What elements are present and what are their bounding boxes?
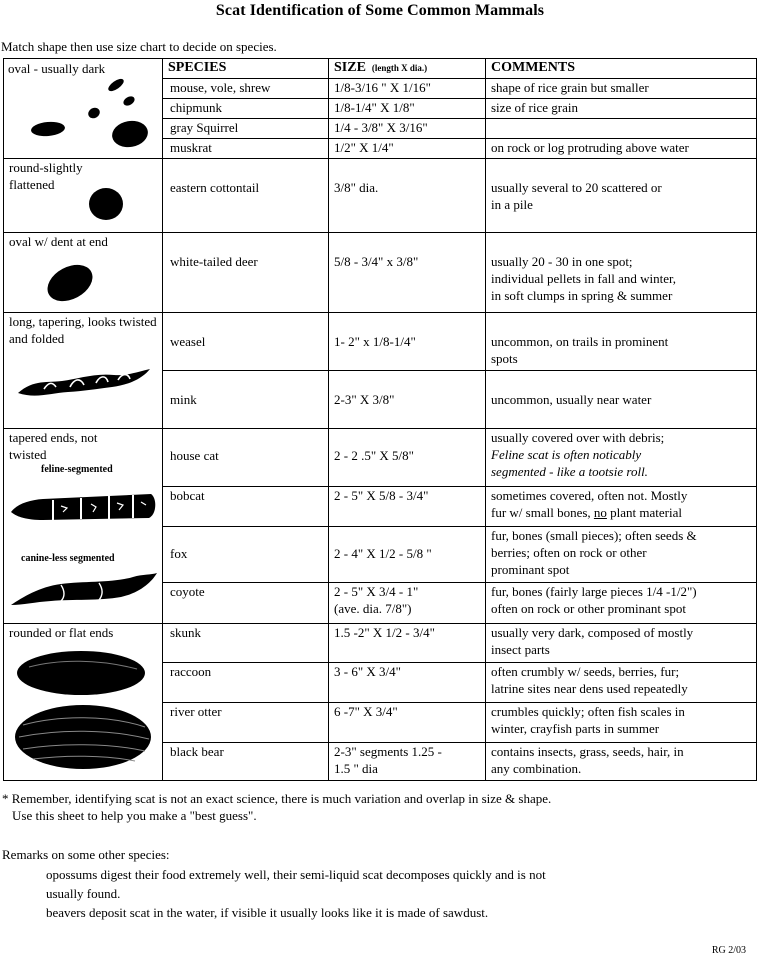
- twisted-scat-illustration: [4, 365, 154, 405]
- remark-opossum-cont: usually found.: [46, 886, 121, 901]
- feline-label: feline-segmented: [41, 464, 113, 475]
- instructions: Match shape then use size chart to decide on species.: [1, 39, 277, 54]
- oval-scat-illustration: [8, 77, 158, 152]
- page-code: RG 2/03: [711, 945, 746, 956]
- remark-opossum: opossums digest their food extremely well, their semi-liquid scat decomposes quickly and is not: [46, 867, 546, 882]
- shape-label: oval - usually dark: [8, 61, 106, 76]
- dented-oval-scat-illustration: [4, 253, 154, 311]
- table-row: chipmunk 1/8-1/4" X 1/8" size of rice grain: [4, 99, 757, 119]
- shape-cell-twisted: [4, 313, 163, 429]
- round-scat-illustration: [4, 185, 154, 221]
- shape-label: tapered ends, not twisted: [9, 430, 98, 462]
- footnote: * Remember, identifying scat is not an exact science, there is much variation and overlap in size & shape.: [2, 791, 552, 806]
- shape-label: rounded or flat ends: [9, 625, 114, 640]
- comments-header: COMMENTS: [486, 59, 757, 79]
- feline-segmented-scat-illustration: [9, 484, 159, 528]
- table-row: bobcat 2 - 5" X 5/8 - 3/4" sometimes covered, often not. Mostly fur w/ small bones, no plant material: [4, 487, 757, 527]
- table-row: long, tapering, looks twisted and folded weasel 1- 2" x 1/8-1/4" uncommon, on trails in prominent spots: [4, 313, 757, 371]
- remark-beaver: beavers deposit scat in the water, if visible it usually looks like it is made of sawdust.: [46, 905, 489, 920]
- size-header: SIZE (length X dia.): [329, 59, 486, 79]
- table-row: fox 2 - 4" X 1/2 - 5/8 " fur, bones (small pieces); often seeds & berries; often on rock or other prominant spot: [4, 527, 757, 583]
- shape-label: long, tapering, looks twisted and folded: [9, 314, 157, 346]
- remarks-title: Remarks on some other species:: [2, 847, 170, 862]
- scat-table: [3, 58, 757, 781]
- table-row: muskrat 1/2" X 1/4" on rock or log protruding above water: [4, 139, 757, 159]
- species-header: SPECIES: [163, 59, 329, 79]
- canine-scat-illustration: [9, 571, 159, 611]
- shape-cell-oval: [4, 59, 163, 159]
- table-row: rounded or flat ends skunk 1.5 -2" X 1/2 - 3/4" usually very dark, composed of mostly insect parts: [4, 624, 757, 663]
- shape-cell-dent: [4, 233, 163, 313]
- table-row: raccoon 3 - 6" X 3/4" often crumbly w/ seeds, berries, fur; latrine sites near dens used repeatedly: [4, 663, 757, 703]
- header-row: [4, 59, 757, 79]
- table-row: tapered ends, not twisted feline-segmented canine-less segmented house cat 2 - 2 .5" X 5/8" usually covered over with debris; Feline scat is often noticably segmented - like a tootsie roll.: [4, 429, 757, 487]
- shape-cell-round: [4, 159, 163, 233]
- shape-cell-rounded: [4, 624, 163, 781]
- footnote-cont: Use this sheet to help you make a "best guess".: [12, 808, 257, 823]
- table-row: oval w/ dent at end white-tailed deer 5/8 - 3/4" x 3/8" usually 20 - 30 in one spot; individual pellets in fall and winter, in soft clumps in spring & summer: [4, 233, 757, 313]
- table-row: coyote 2 - 5" X 3/4 - 1" (ave. dia. 7/8") fur, bones (fairly large pieces 1/4 -1/2") often on rock or other prominant spot: [4, 583, 757, 624]
- table-row: round-slightly flattened eastern cottontail 3/8" dia. usually several to 20 scattered or in a pile: [4, 159, 757, 233]
- page-title: Scat Identification of Some Common Mammals: [215, 2, 545, 19]
- shape-cell-tapered: [4, 429, 163, 624]
- table-row: black bear 2-3" segments 1.25 - 1.5 " dia contains insects, grass, seeds, hair, in any combination.: [4, 743, 757, 781]
- table-row: gray Squirrel 1/4 - 3/8" X 3/16": [4, 119, 757, 139]
- shape-label: round-slightly flattened: [9, 160, 83, 192]
- table-row: mouse, vole, shrew 1/8-3/16 " X 1/16" shape of rice grain but smaller: [4, 79, 757, 99]
- shape-label: oval w/ dent at end: [9, 234, 108, 249]
- rounded-scat-illustration: [9, 645, 159, 773]
- canine-label: canine-less segmented: [21, 553, 115, 564]
- table-row: river otter 6 -7" X 3/4" crumbles quickly; often fish scales in winter, crayfish parts in summer: [4, 703, 757, 743]
- table-row: mink 2-3" X 3/8" uncommon, usually near water: [4, 371, 757, 429]
